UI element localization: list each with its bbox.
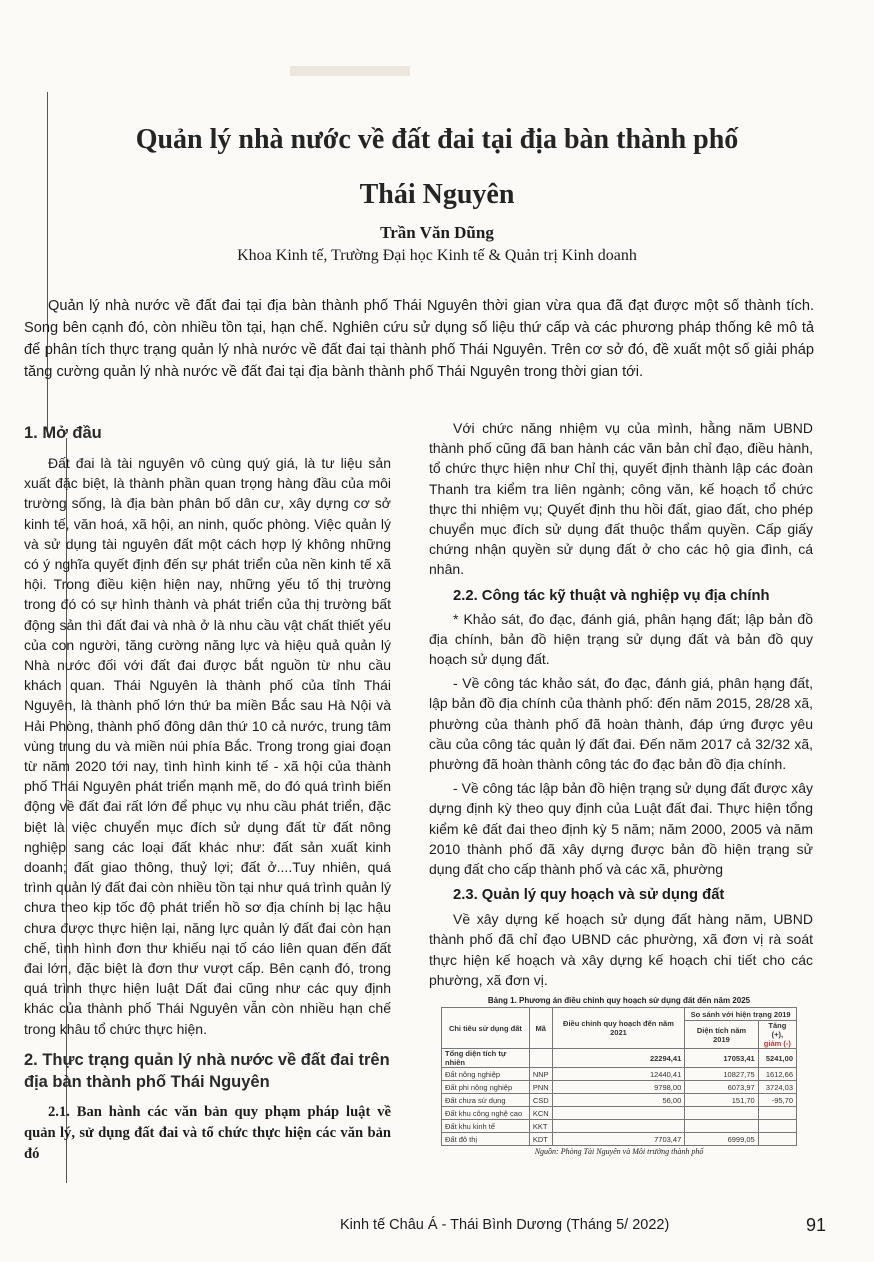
table-cell: 6999,05 [685,1133,758,1146]
author-affiliation: Khoa Kinh tế, Trường Đại học Kinh tế & Quản trị Kinh doanh [237,247,637,264]
header-decoration [290,66,410,76]
paragraph-current-map: - Về công tác lập bản đồ hiện trạng sử dụng đất được xây dựng định kỳ theo quy định của Luật đất đai. Thực hiện tổng kiểm kê đất đai theo định kỳ 5 năm; năm 2000, 2005 và năm 2010 thành phố đã xây dựng được bản đồ hiện trạng sử dụng đất cho cấp thành phố và các xã, phường [429,780,813,878]
title-line-1: Quản lý nhà nước về đất đai tại địa bàn thành phố [135,124,739,155]
header-area-2019: Diện tích năm 2019 [685,1021,758,1049]
left-column [24,422,391,1165]
table-row [442,1081,797,1094]
table-cell: Đất phi nông nghiệp [442,1081,530,1094]
table-source: Nguồn: Phòng Tài Nguyên và Môi trường thành phố [534,1147,704,1157]
table-header-row [442,1008,797,1021]
subsection-heading-2-2: 2.2. Công tác kỹ thuật và nghiệp vụ địa chính [453,587,770,604]
table-cell: 5241,00 [758,1049,796,1068]
table-row [442,1094,797,1107]
header-adjusted-plan: Điều chỉnh quy hoạch đến năm 2021 [552,1008,685,1049]
paragraph-functions: Với chức năng nhiệm vụ của mình, hằng năm UBND thành phố cũng đã ban hành các văn bản chỉ đạo, điều hành, tổ chức thực hiện như Chỉ thị, quyết định thành lập các đoàn Thanh tra kiểm tra liên ngành; công văn, kế hoạch tổ chức thực thi nhiệm vụ; Quyết định thu hồi đất, giao đất, cho phép chuyển mục đích sử dụng đất thuộc thẩm quyền. Cấp giấy chứng nhận quyền sử dụng đất ở cho các hộ gia đình, cá nhân. [429,420,813,578]
table-cell: Đất đô thị [442,1133,530,1146]
table-cell: Đất nông nghiệp [442,1068,530,1081]
table-cell: 1612,66 [758,1068,796,1081]
table-cell: 56,00 [552,1094,685,1107]
header-change-increase: Tăng (+), [768,1021,787,1040]
section-heading-current-state: 2. Thực trạng quản lý nhà nước về đất đai trên địa bàn thành phố Thái Nguyên [24,1050,390,1091]
journal-footer: Kinh tế Châu Á - Thái Bình Dương (Tháng 5/ 2022) [340,1217,670,1233]
table-cell [552,1120,685,1133]
article-title [24,112,850,222]
page-number: 91 [806,1215,827,1235]
header-change [758,1021,796,1049]
table-cell: 151,70 [685,1094,758,1107]
table-cell: 9798,00 [552,1081,685,1094]
title-line-2: Thái Nguyên [359,179,515,210]
table-cell: NNP [529,1068,552,1081]
table-cell: 7703,47 [552,1133,685,1146]
table-cell [685,1120,758,1133]
table-cell: 6073,97 [685,1081,758,1094]
table-row [442,1049,797,1068]
paragraph-survey: * Khảo sát, đo đạc, đánh giá, phân hạng đất; lập bản đồ địa chính, bản đồ hiện trạng sử dụng đất và bản đồ quy hoạch sử dụng đất. [429,610,813,668]
table-cell: CSD [529,1094,552,1107]
subsection-heading-2-3: 2.3. Quản lý quy hoạch và sử dụng đất [453,887,725,904]
table-row [442,1107,797,1120]
table-cell [758,1107,796,1120]
author-name: Trần Văn Dũng [380,223,494,242]
table-cell: KKT [529,1120,552,1133]
intro-paragraph: Đất đai là tài nguyên vô cùng quý giá, là tư liệu sản xuất đặc biệt, là thành phần quan trọng hàng đầu của môi trường sống, là địa bàn phân bố dân cư, xây dựng cơ sở kinh tế, văn hoá, xã hội, an ninh, quốc phòng. Việc quản lý và sử dụng tài nguyên đất một cách hợp lý không những có ý nghĩa quyết định đến sự phát triển của nền kinh tế xã hội. Trong điều kiện hiện nay, những yếu tố thị trường trong đó có sự hình thành và phát triển của thị trường bất động sản thì đất đai và nhà ở là nhu cầu vật chất thiết yếu của con người, tăng cường năng lực và hiệu quả quản lý Nhà nước đối với đất đai được bắt nguồn từ nhu cầu khách quan. Thái Nguyên là thành phố của tỉnh Thái Nguyên, là thành phố lớn thứ ba miền Bắc sau Hà Nội và Hải Phòng, thành phố đông dân thứ 10 cả nước, trung tâm vùng trung du và miền núi phía Bắc. Trong trong giai đoạn từ năm 2020 tới nay, tình hình kinh tế - xã hội của thành phố Thái Nguyên phát triển mạnh mẽ, do đó quá trình biến động về đất đai rất lớn để phục vụ nhu cầu phát triển, đặc biệt là việc chuyển mục đích sử dụng đất từ đất nông nghiệp sang các loại đất khác như: đất sản xuất kinh doanh; đất giao thông, thuỷ lợi; đất ở....Tuy nhiên, quá trình quản lý đất đai còn nhiều tồn tại như quá trình quản lý chưa theo kịp tốc độ phát triển hồ sơ địa chính bị lạc hậu chưa được thực hiện lại, năng lực quản lý đất đai còn hạn chế, tình hình đơn thư khiếu nại tố cáo liên quan đến đất đai lớn, đặc biệt là đơn thư vượt cấp. Bên cạnh đó, trong quá trình thực hiện luật Dất đai cũng như các quy định khác của thành phố Thái Nguyên vẫn còn nhiều hạn chế trong khâu tổ chức thực hiện. [24,455,391,1037]
table-cell: Tổng diện tích tự nhiên [442,1049,530,1068]
table-cell: -95,70 [758,1094,796,1107]
table-row [442,1133,797,1146]
table-cell: 17053,41 [685,1049,758,1068]
section-heading-intro: 1. Mở đầu [24,424,102,442]
table-cell: PNN [529,1081,552,1094]
land-use-table [441,1007,797,1146]
paragraph-cadastral: - Về công tác khảo sát, đo đạc, đánh giá, phân hạng đất, lập bản đồ địa chính của thành phố: đến năm 2015, 28/28 xã, phường của thành phố đã hoàn thành, đáp ứng được yêu cầu của công tác quản lý đất đai. Đến năm 2017 cả 32/32 xã, phường đã hoàn thành công tác đo đạc bản đồ địa chính. [429,675,813,773]
table-cell: 12440,41 [552,1068,685,1081]
table-cell [529,1049,552,1068]
header-indicator: Chỉ tiêu sử dụng đất [442,1008,530,1049]
paragraph-planning: Về xây dựng kế hoạch sử dụng đất hàng năm, UBND thành phố đã chỉ đạo UBND các phường, xã đơn vị rà soát thực hiện kế hoạch và xây dựng kế hoạch chi tiết cho các phường, xã đơn vị. [429,911,813,988]
table-cell [685,1107,758,1120]
table-row [442,1120,797,1133]
table-cell: 3724,03 [758,1081,796,1094]
table-cell: KCN [529,1107,552,1120]
table-cell: 10827,75 [685,1068,758,1081]
header-code: Mã [529,1008,552,1049]
table-caption: Bảng 1. Phương án điều chỉnh quy hoạch sử dụng đất đến năm 2025 [487,996,751,1006]
table-cell: 22294,41 [552,1049,685,1068]
table-cell: Đất chưa sử dụng [442,1094,530,1107]
table-cell: Đất khu kinh tế [442,1120,530,1133]
table-body [442,1049,797,1146]
table-cell [758,1133,796,1146]
table-row [442,1068,797,1081]
header-comparison-group: So sánh với hiện trạng 2019 [685,1008,797,1021]
subsection-heading-2-1: 2.1. Ban hành các văn bản quy phạm pháp luật về quản lý, sử dụng đất đai và tổ chức thực hiện các văn bản đó [24,1103,391,1162]
right-column [429,418,813,1156]
table-cell [552,1107,685,1120]
table-cell: KDT [529,1133,552,1146]
table-cell [758,1120,796,1133]
abstract: Quản lý nhà nước về đất đai tại địa bàn thành phố Thái Nguyên thời gian vừa qua đã đạt được một số thành tích. Song bên cạnh đó, còn nhiều tồn tại, hạn chế. Nghiên cứu sử dụng số liệu thứ cấp và các phương pháp thống kê mô tả để phân tích thực trạng quản lý nhà nước về đất đai tại thành phố Thái Nguyên. Trên cơ sở đó, đề xuất một số giải pháp tăng cường quản lý nhà nước về đất đai tại địa bành thành phố Thái Nguyên trong thời gian tới. [24,298,814,380]
header-change-decrease: giảm (-) [763,1039,791,1049]
table-cell: Đất khu công nghệ cao [442,1107,530,1120]
